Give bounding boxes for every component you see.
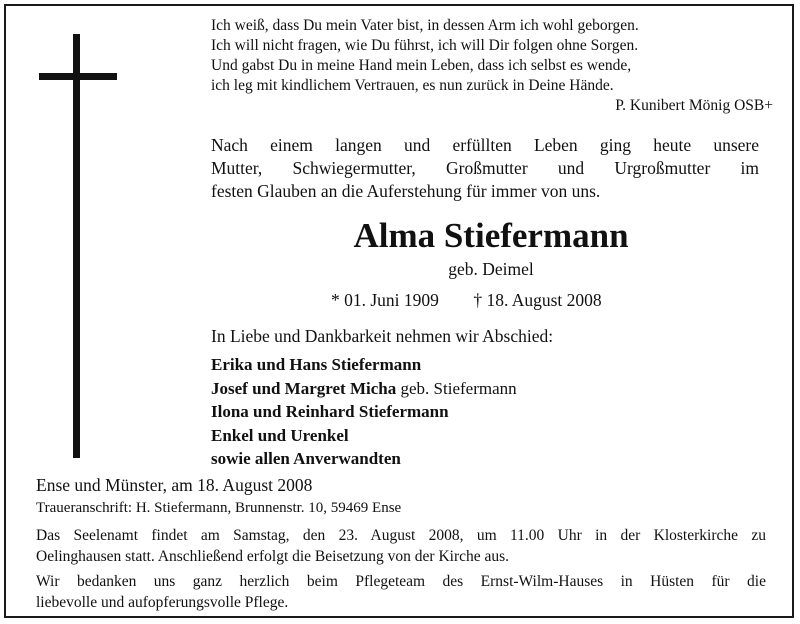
mourner-name: Erika und Hans Stiefermann xyxy=(211,355,422,374)
poem xyxy=(211,16,781,116)
cross-icon-bar xyxy=(39,73,117,80)
farewell-line: In Liebe und Dankbarkeit nehmen wir Abschied: xyxy=(211,326,554,346)
deceased-name: Alma Stiefermann xyxy=(353,216,629,255)
requiem-info xyxy=(36,526,766,567)
mourner-name: sowie allen Anverwandten xyxy=(211,449,401,469)
announcement-text xyxy=(211,134,759,203)
announcement-line: Mutter, Schwiegermutter, Großmutter und Urgroßmutter im xyxy=(211,158,759,178)
poem-line: Ich will nicht fragen, wie Du führst, ich will Dir folgen ohne Sorgen. xyxy=(211,37,639,54)
mourner-item xyxy=(211,447,517,471)
birth-date: * 01. Juni 1909 xyxy=(331,290,439,310)
mourner-item xyxy=(211,377,517,401)
death-date: † 18. August 2008 xyxy=(473,290,602,310)
mourners-list xyxy=(211,353,517,471)
thanks-line: liebevolle und aufopferungsvolle Pflege. xyxy=(36,593,289,611)
requiem-line: Das Seelenamt findet am Samstag, den 23. August 2008, um 11.00 Uhr in der Klosterkirche zu xyxy=(36,527,766,544)
announcement-line: festen Glauben an die Auferstehung für immer von uns. xyxy=(211,181,601,201)
poem-line: Und gabst Du in meine Hand mein Leben, dass ich selbst es wende, xyxy=(211,57,632,74)
mourning-address: Traueranschrift: H. Stiefermann, Brunnenstr. 10, 59469 Ense xyxy=(36,500,402,516)
maiden-name: geb. Deimel xyxy=(448,259,534,279)
mourner-suffix: geb. Stiefermann xyxy=(396,378,517,398)
requiem-line: Oelinghausen statt. Anschließend erfolgt die Beisetzung von der Kirche aus. xyxy=(36,547,510,565)
mourner-name: Josef und Margret Micha xyxy=(211,378,397,398)
poem-line: Ich weiß, dass Du mein Vater bist, in dessen Arm ich wohl geborgen. xyxy=(211,17,639,34)
poem-author: P. Kunibert Mönig OSB+ xyxy=(615,97,773,114)
mourner-name: Ilona und Reinhard Stiefermann xyxy=(211,402,449,422)
announcement-line: Nach einem langen und erfüllten Leben ging heute unsere xyxy=(211,135,759,155)
thanks-line: Wir bedanken uns ganz herzlich beim Pflegeteam des Ernst-Wilm-Hauses in Hüsten für die xyxy=(36,573,766,590)
cross-icon xyxy=(73,34,80,458)
place-date: Ense und Münster, am 18. August 2008 xyxy=(36,475,313,495)
mourner-name: Enkel und Urenkel xyxy=(211,425,349,445)
mourner-item xyxy=(211,400,517,424)
thanks-note xyxy=(36,572,766,613)
obituary-card xyxy=(4,4,794,618)
mourner-item xyxy=(211,424,517,448)
mourner-item xyxy=(211,353,517,377)
poem-line: ich leg mit kindlichem Vertrauen, es nun zurück in Deine Hände. xyxy=(211,77,614,94)
life-dates xyxy=(331,290,602,311)
